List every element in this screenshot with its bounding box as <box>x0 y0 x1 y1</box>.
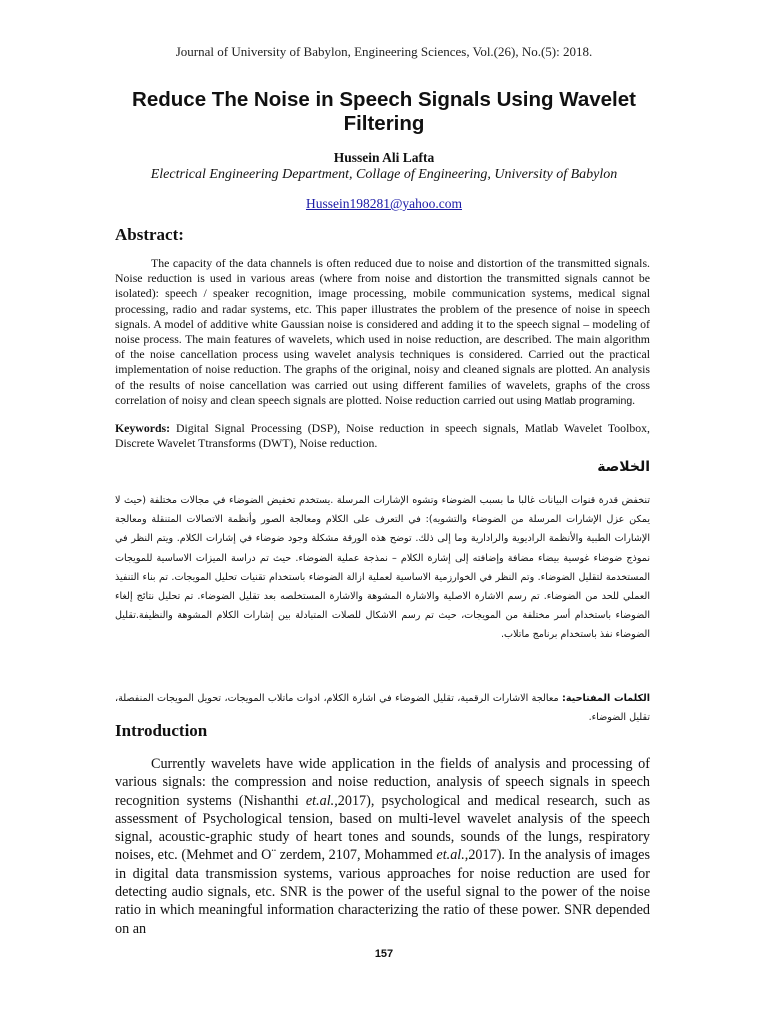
author-name: Hussein Ali Lafta <box>333 150 435 165</box>
author-email-link[interactable]: Hussein198281@yahoo.com <box>305 196 463 211</box>
keywords-label: Keywords: <box>115 421 171 435</box>
abstract-text-end: . <box>632 392 636 407</box>
abstract-body <box>115 256 650 409</box>
abstract-text-matlab: using Matlab programing <box>516 394 633 407</box>
arabic-abstract-heading: الخلاصة <box>597 459 650 475</box>
abstract-heading: Abstract: <box>115 225 184 244</box>
author-email-line <box>0 196 768 212</box>
author-affiliation: Electrical Engineering Department, Collage of Engineering, University of Babylon <box>150 167 618 182</box>
intro-text-2: 2017), psychological and medical research, such as assessment of Psychological tension, based on multi-level wavelet analysis of the speech signal, acoustic-graphic study of heart tones and sounds, sounds of the lungs, respiratory noises, etc. (Mehmet and O¨ zerdem, 2107, Mohammed <box>115 792 650 864</box>
arabic-keywords-text: معالجة الاشارات الرقمية، تقليل الضوضاء في اشارة الكلام، ادوات ماتلاب المويجات، تحويل المويجات المنفصلة، تقليل الضوضاء. <box>115 693 650 724</box>
intro-text-1: Currently wavelets have wide application in the fields of analysis and processing of various signals: the compression and noise reduction, analysis of speech signals in speech recognition systems (Nishanthi <box>115 756 650 809</box>
paper-title: Reduce The Noise in Speech Signals Using Wavelet Filtering <box>132 88 636 135</box>
page-number: 157 <box>374 948 394 960</box>
keywords-text: Digital Signal Processing (DSP), Noise reduction in speech signals, Matlab Wavelet Toolbox, Discrete Wavelet Ttransforms (DWT), Noise reduction. <box>115 421 650 451</box>
intro-text-3: 2017). In the analysis of images in digital data transmission systems, various approaches for noise reduction are used for detecting audio signals, etc. SNR is the power of the useful signal to the power of the noise ratio in which meaningful information characterizing the ratio of these power. SNR depended on an <box>115 847 650 937</box>
arabic-keywords-label: الكلمات المفتاحية: <box>562 693 650 704</box>
keywords-paragraph <box>115 421 650 451</box>
intro-etal-2: et.al., <box>436 847 469 864</box>
introduction-heading: Introduction <box>115 721 208 740</box>
intro-etal-1: et.al., <box>305 792 338 809</box>
arabic-abstract-body: تنخفض قدرة قنوات البيانات غالبا ما بسبب الضوضاء وتشوه الإشارات المرسلة .يستخدم تخفيض الضوضاء في مجالات مختلفة (حيث لا يمكن عزل الإشارات المرسلة من الضوضاء والتشويه): في التعرف على الكلام ومعالجة الصور وأنظمة الاتصالات المتنقلة ومعالجة الإشارات الطبية والأنظمة الراديوية والرادارية وما إلى ذلك. توضح هذه الورقة مشكلة وجود ضوضاء في إشارات الكلام. ويتم النظر في نموذج ضوضاء غوسية بيضاء مضافة وإضافته إلى إشارة الكلام – نمذجة عملية الضوضاء. حيث تم دراسة الميزات الاساسية للمويجات المستخدمة لتقليل الضوضاء. وتم النظر في الخوارزمية الاساسية لعملية ازالة الضوضاء باستخدام تقنيات تحليل المويجات. تم بناء التنفيذ العملي للحد من الضوضاء. تم رسم الاشارة الاصلية والاشارة المشوهة والاشارة المستخلصه بعد تقليل الضوضاء. تم تحليل نتائج إلغاء الضوضاء باستخدام أسر مختلفة من المويجات، حيث تم رسم الاشكال للصلات المتبادلة بين إشارات الكلام المشوهة والنظيفة.تقليل الضوضاء نفذ باستخدام برنامج ماتلاب. <box>115 495 650 641</box>
journal-header: Journal of University of Babylon, Engineering Sciences, Vol.(26), No.(5): 2018. <box>175 44 593 59</box>
introduction-body <box>115 755 650 938</box>
abstract-text: The capacity of the data channels is often reduced due to noise and distortion of the transmitted signals. Noise reduction is used in various areas (where from noise and distortion the transmitted signals cannot be isolated): speech / speaker recognition, image processing, mobile communication systems, medical signal processing, radio and radar systems, etc. This paper illustrates the problem of the presence of noise in speech signals. A model of additive white Gaussian noise is considered and adding it to the speech signal – modeling of noise process. The main features of wavelets, which used in noise reduction, are described. The main algorithm of the noise cancellation process using wavelet analysis techniques is considered. Carried out the practical implementation of noise reduction. The graphs of the original, noisy and cleaned signals are plotted. An analysis of the results of noise cancellation was carried out using different families of wavelets, graphs of the cross correlation of noisy and clean speech signals are plotted. Noise reduction carried out <box>115 256 650 407</box>
